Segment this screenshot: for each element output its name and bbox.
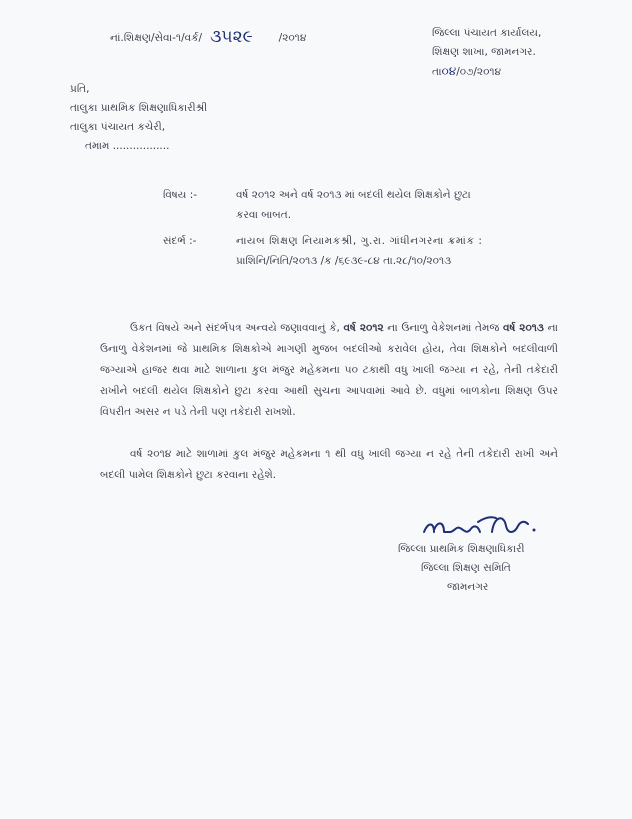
handwritten-reference-number: ૩૫૨૯ — [210, 27, 253, 47]
body-paragraph-2 — [100, 444, 558, 486]
date-prefix: તા — [432, 66, 442, 78]
handwritten-date-day: ૦૪ — [441, 64, 457, 78]
to-line-2: તાલુકા પંચાયત કચેરી, — [70, 121, 166, 133]
date-rest: /૦૭/૨૦૧૪ — [456, 66, 502, 78]
para1-text-a: ઉકત વિષયે અને સંદર્ભપત્ર અન્વયે જણાવવાનું કે, — [130, 322, 340, 334]
to-line-3: તમામ ................. — [85, 140, 170, 152]
reference-label: સંદર્ભ :- — [163, 235, 197, 247]
subject-line-1: વર્ષ ૨૦૧૨ અને વર્ષ ૨૦૧૩ માં બદલી થયેલ શિક્ષકોને છુટા — [236, 189, 471, 201]
letter-date — [432, 64, 501, 79]
reference-line-1: નાયબ શિક્ષણ નિયામકશ્રી, ગુ.રા. ગાંધીનગરના ક્રમાંક : — [236, 235, 483, 247]
subject-label: વિષય :- — [163, 189, 198, 201]
para1-year-2012: વર્ષ ૨૦૧૨ — [343, 322, 384, 334]
signatory-committee: જિલ્લા શિક્ષણ સમિતિ — [421, 562, 511, 574]
body-paragraph-1 — [100, 318, 558, 423]
para1-text-c: ના ઉનાળુ વેકેશનમાં તેમજ — [387, 322, 500, 334]
subject-line-2: કરવા બાબત. — [236, 209, 292, 221]
reference-number — [110, 26, 306, 46]
to-label: પ્રતિ, — [70, 83, 90, 95]
handwritten-signature — [420, 506, 540, 542]
para2-text: વર્ષ ૨૦૧૪ માટે શાળામાં કુલ મંજુર મહેકમના ૧ થી વધુ ખાલી જગ્યા ન રહે તેની તકેદારી રાખી અને બદલી પામેલ શિક્ષકોને છુટા કરવાના રહેશે. — [100, 448, 558, 481]
para1-text-e: ના ઉનાળુ વેકેશનમાં જે પ્રાથમિક શિક્ષકોએ માગણી મુજબ બદલીઓ કરાવેલ હોય, તેવા શિક્ષકોને બદલીવાળી જગ્યાએ હાજર થવા માટે શાળાના કુલ મંજુર મહેકમના ૫૦ ટકાથી વધુ ખાલી જગ્યા ન રહે, તેની તકેદારી રાખીને બદલી થયેલ શિક્ષકોને છુટા કરવા આથી સુચના આપવામાં આવે છે. વધુમાં બાળકોના શિક્ષણ ઉપર વિપરીત અસર ન પડે તેની પણ તકેદારી રાખશો. — [100, 322, 558, 418]
office-line-2: શિક્ષણ શાખા, જામનગર. — [432, 46, 536, 58]
to-line-1: તાલુકા પ્રાથમિક શિક્ષણાધિકારીશ્રી — [70, 102, 208, 114]
para1-year-2013: વર્ષ ૨૦૧૩ — [502, 322, 544, 334]
reference-line-2: પ્રાશિનિ/નિતિ/૨૦૧૩ /ક /૬૯૩૯-૮૪ તા.૨૮/૧૦/૨૦૧૩ — [236, 255, 452, 267]
signatory-city: જામનગર — [447, 581, 489, 593]
office-line-1: જિલ્લા પંચાયત કાર્યાલય, — [432, 27, 542, 39]
reference-number-prefix: નાં.શિક્ષણ/સેવા-૧/વર્ક/ — [110, 32, 203, 44]
reference-number-year: /૨૦૧૪ — [278, 32, 307, 44]
signatory-designation: જિલ્લા પ્રાથમિક શિક્ષણાધિકારી — [398, 543, 525, 555]
